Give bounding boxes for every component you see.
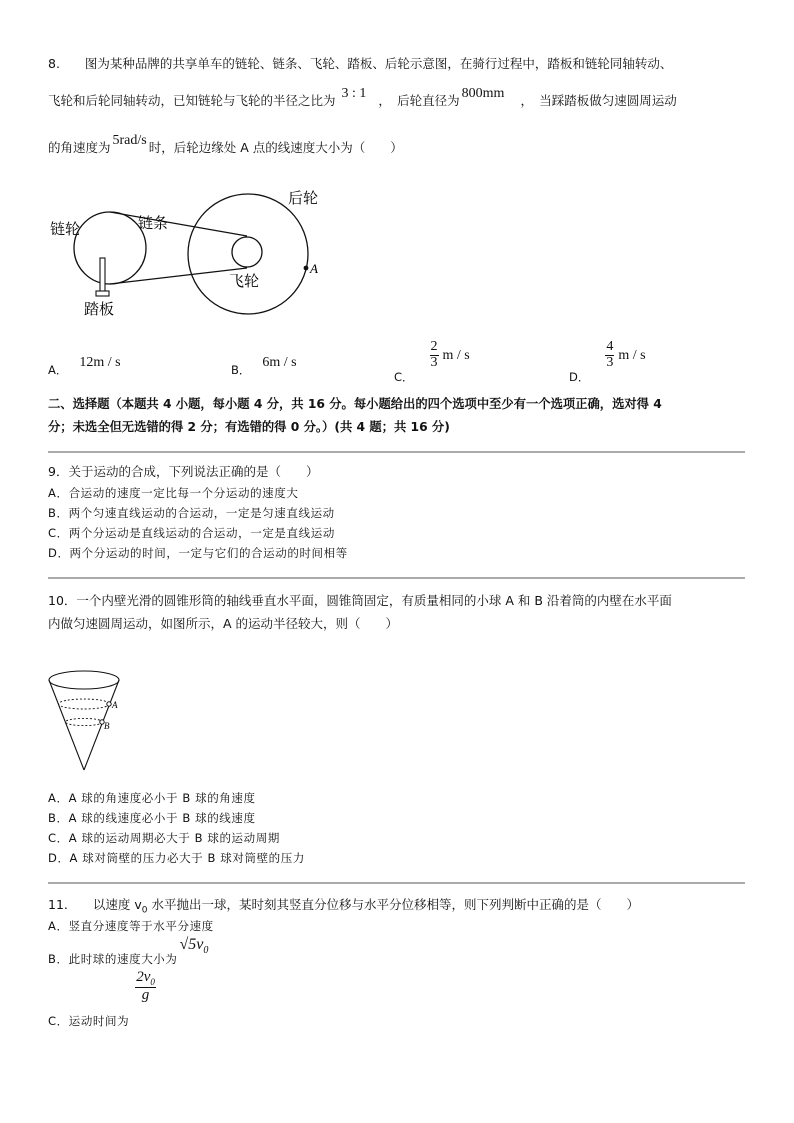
q8-option-b-label: B．	[231, 363, 251, 377]
q8-option-d-unit: m / s	[618, 347, 646, 363]
q11-option-c-num-sub: 0	[150, 977, 155, 987]
q9-option-a: A．合运动的速度一定比每一个分运动的速度大	[48, 486, 299, 500]
q11-stem	[48, 895, 639, 916]
q8-line3-text-b: 时，后轮边缘处 A 点的线速度大小为（ ）	[148, 140, 403, 155]
q10-option-b: B．A 球的线速度必小于 B 球的线速度	[48, 811, 256, 825]
q8-option-c-numerator: 2	[430, 339, 438, 354]
q10-option-d: D．A 球对筒壁的压力必大于 B 球对筒壁的压力	[48, 851, 305, 865]
q8-line2	[48, 86, 677, 110]
q11-option-c	[48, 969, 156, 1028]
q11-stem-text-b: 水平抛出一球，某时刻其竖直分位移与水平分位移相等，则下列判断中正确的是（ ）	[147, 897, 639, 912]
q8-option-c-unit: m / s	[442, 347, 470, 363]
pedal-crank	[100, 258, 105, 292]
section2-line2: 分；未选全但无选错的得 2 分；有选错的得 0 分。）(共 4 题；共 16 分)	[48, 420, 450, 434]
cone-left-side	[49, 680, 84, 770]
label-flywheel: 飞轮	[229, 272, 260, 290]
q11-option-c-text: C．运动时间为	[48, 1013, 130, 1028]
q11-option-b-subscript: 0	[203, 945, 209, 957]
label-sprocket: 链轮	[50, 220, 81, 238]
q11-stem-text-a: 11. 以速度 v	[48, 897, 142, 912]
q11-option-c-denominator: g	[141, 987, 150, 1004]
q8-option-a-label: A．	[48, 363, 68, 377]
q8-option-d-label: D．	[569, 369, 590, 384]
q11-option-b-math	[179, 936, 209, 957]
divider-3	[48, 882, 745, 884]
q8-option-c-fraction	[430, 340, 439, 370]
orbit-b	[66, 718, 103, 725]
cone-figure	[44, 666, 134, 776]
section2-line1: 二、选择题（本题共 4 小题，每小题 4 分，共 16 分。每小题给出的四个选项中至少有一个选项正确，选对得 4	[48, 397, 662, 411]
point-a-dot	[304, 266, 309, 271]
q8-option-c-label: C．	[394, 369, 414, 384]
q8-option-d-numerator: 4	[606, 339, 614, 354]
label-ball-b: B	[104, 721, 110, 731]
q11-option-b-value: √5v	[179, 936, 204, 953]
q8-line1: 8. 图为某种品牌的共享单车的链轮、链条、飞轮、踏板、后轮示意图，在骑行过程中，踏板和链轮同轴转动、	[48, 56, 673, 71]
ball-a	[107, 702, 111, 706]
label-pedal: 踏板	[84, 300, 115, 318]
rear-wheel-circle	[188, 194, 308, 314]
q11-option-a: A．竖直分速度等于水平分速度	[48, 919, 214, 933]
sprocket-circle	[74, 212, 146, 284]
flywheel-circle	[232, 237, 262, 267]
q10-line2: 内做匀速圆周运动，如图所示，A 的运动半径较大，则（ ）	[48, 616, 399, 631]
label-chain: 链条	[138, 214, 169, 232]
q8-option-d	[569, 339, 646, 384]
q8-option-a-value: 12m / s	[79, 355, 121, 370]
q10-option-c: C．A 球的运动周期必大于 B 球的运动周期	[48, 831, 280, 845]
pedal-plate	[96, 291, 109, 296]
chain-lower	[110, 268, 247, 284]
q10-option-a: A．A 球的角速度必小于 B 球的角速度	[48, 791, 256, 805]
orbit-a	[59, 699, 110, 709]
q11-stem-subscript: 0	[141, 905, 148, 916]
bicycle-drive-figure	[44, 182, 344, 322]
q8-option-d-fraction	[605, 340, 614, 370]
label-rear-wheel: 后轮	[288, 189, 319, 207]
q8-line3-text-a: 的角速度为	[48, 140, 111, 155]
q8-ratio: 3 : 1	[341, 86, 367, 101]
label-ball-a: A	[112, 700, 118, 710]
divider-2	[48, 577, 745, 579]
q8-option-c-denominator: 3	[430, 354, 438, 370]
divider-1	[48, 451, 745, 453]
label-point-a: A	[310, 261, 318, 276]
q8-line3	[48, 133, 403, 157]
q8-line2-text-c: ， 当踩踏板做匀速圆周运动	[520, 93, 677, 108]
q8-option-b-value: 6m / s	[262, 355, 297, 370]
q11-option-c-num-text: 2v	[136, 969, 151, 985]
q11-option-c-fraction	[135, 970, 156, 1004]
cone-rim	[49, 671, 119, 689]
q9-option-b: B．两个匀速直线运动的合运动，一定是匀速直线运动	[48, 506, 335, 520]
q11-option-b-text: B．此时球的速度大小为	[48, 952, 178, 966]
cone-right-side	[84, 680, 119, 770]
q9-option-c: C．两个分运动是直线运动的合运动，一定是直线运动	[48, 526, 335, 540]
q8-diameter: 800mm	[461, 86, 505, 101]
q8-option-d-denominator: 3	[606, 354, 614, 370]
q8-option-c	[394, 339, 470, 384]
q11-option-b	[48, 936, 209, 966]
q8-option-b	[231, 354, 297, 377]
q11-option-c-numerator	[135, 970, 156, 988]
q8-line2-text-b: ， 后轮直径为	[378, 93, 460, 108]
q8-option-a	[48, 354, 121, 377]
q9-option-d: D．两个分运动的时间，一定与它们的合运动的时间相等	[48, 546, 348, 560]
q8-line2-text-a: 飞轮和后轮同轴转动，已知链轮与飞轮的半径之比为	[48, 93, 336, 108]
q10-line1: 10．一个内壁光滑的圆锥形筒的轴线垂直水平面，圆锥筒固定，有质量相同的小球 A 和 B 沿着筒的内壁在水平面	[48, 593, 672, 608]
q9-stem: 9．关于运动的合成，下列说法正确的是（ ）	[48, 464, 319, 479]
q8-omega: 5rad/s	[112, 133, 147, 148]
chain-upper	[110, 212, 247, 236]
